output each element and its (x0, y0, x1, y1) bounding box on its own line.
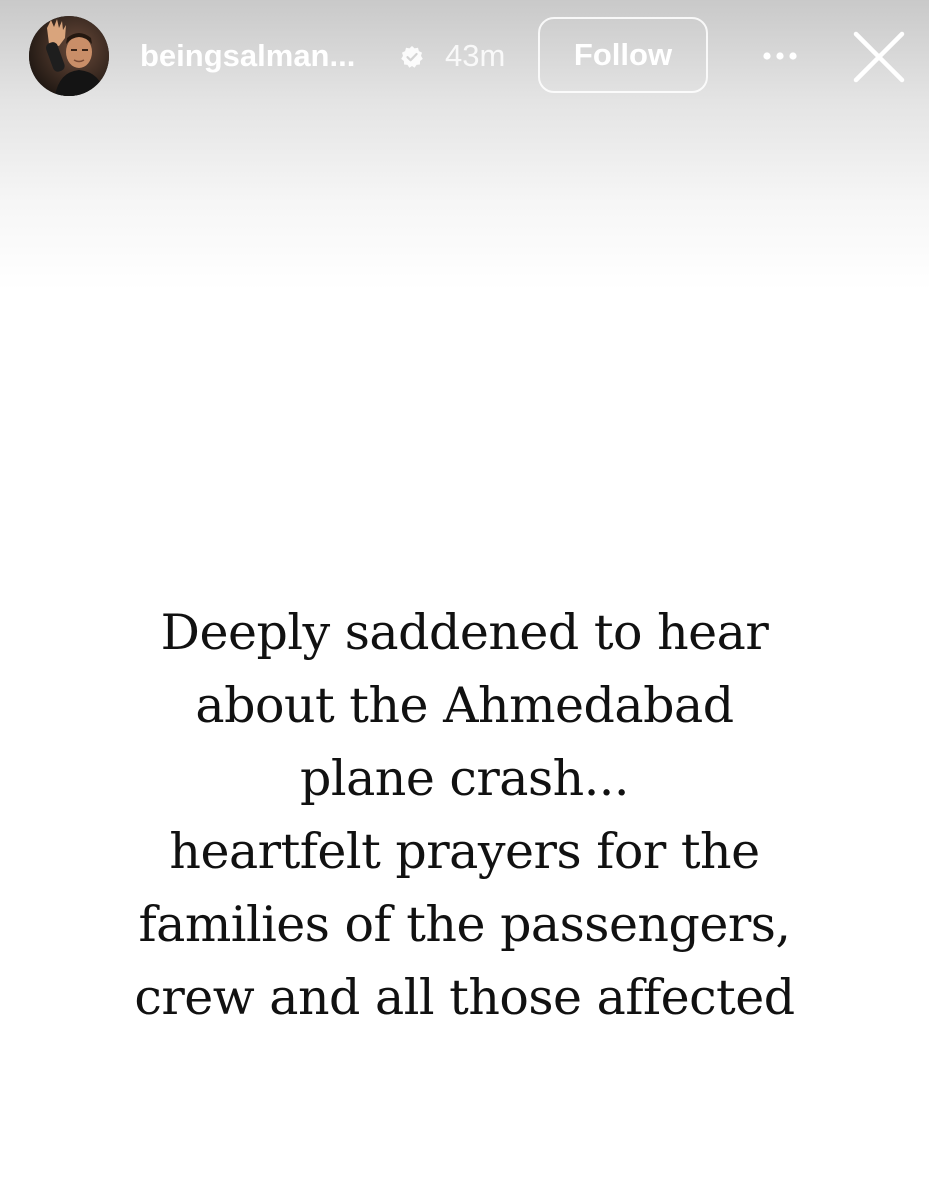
close-button[interactable] (848, 26, 910, 88)
more-options-icon (756, 62, 804, 77)
story-line: heartfelt prayers for the (169, 823, 760, 880)
story-line: about the Ahmedabad (195, 677, 734, 734)
story-message (40, 596, 889, 1034)
username[interactable]: beingsalman... (140, 38, 356, 73)
verified-badge-icon (400, 45, 424, 69)
story-line: Deeply saddened to hear (160, 604, 769, 661)
story-line: plane crash... (300, 750, 629, 807)
profile-avatar[interactable] (29, 16, 109, 96)
more-options-button[interactable] (756, 38, 804, 74)
close-icon (848, 76, 910, 91)
post-timestamp: 43m (445, 38, 506, 73)
follow-button[interactable]: Follow (538, 17, 708, 93)
story-line: families of the passengers, (138, 896, 791, 953)
story-line: crew and all those affected (134, 969, 795, 1026)
story-header (0, 0, 929, 112)
